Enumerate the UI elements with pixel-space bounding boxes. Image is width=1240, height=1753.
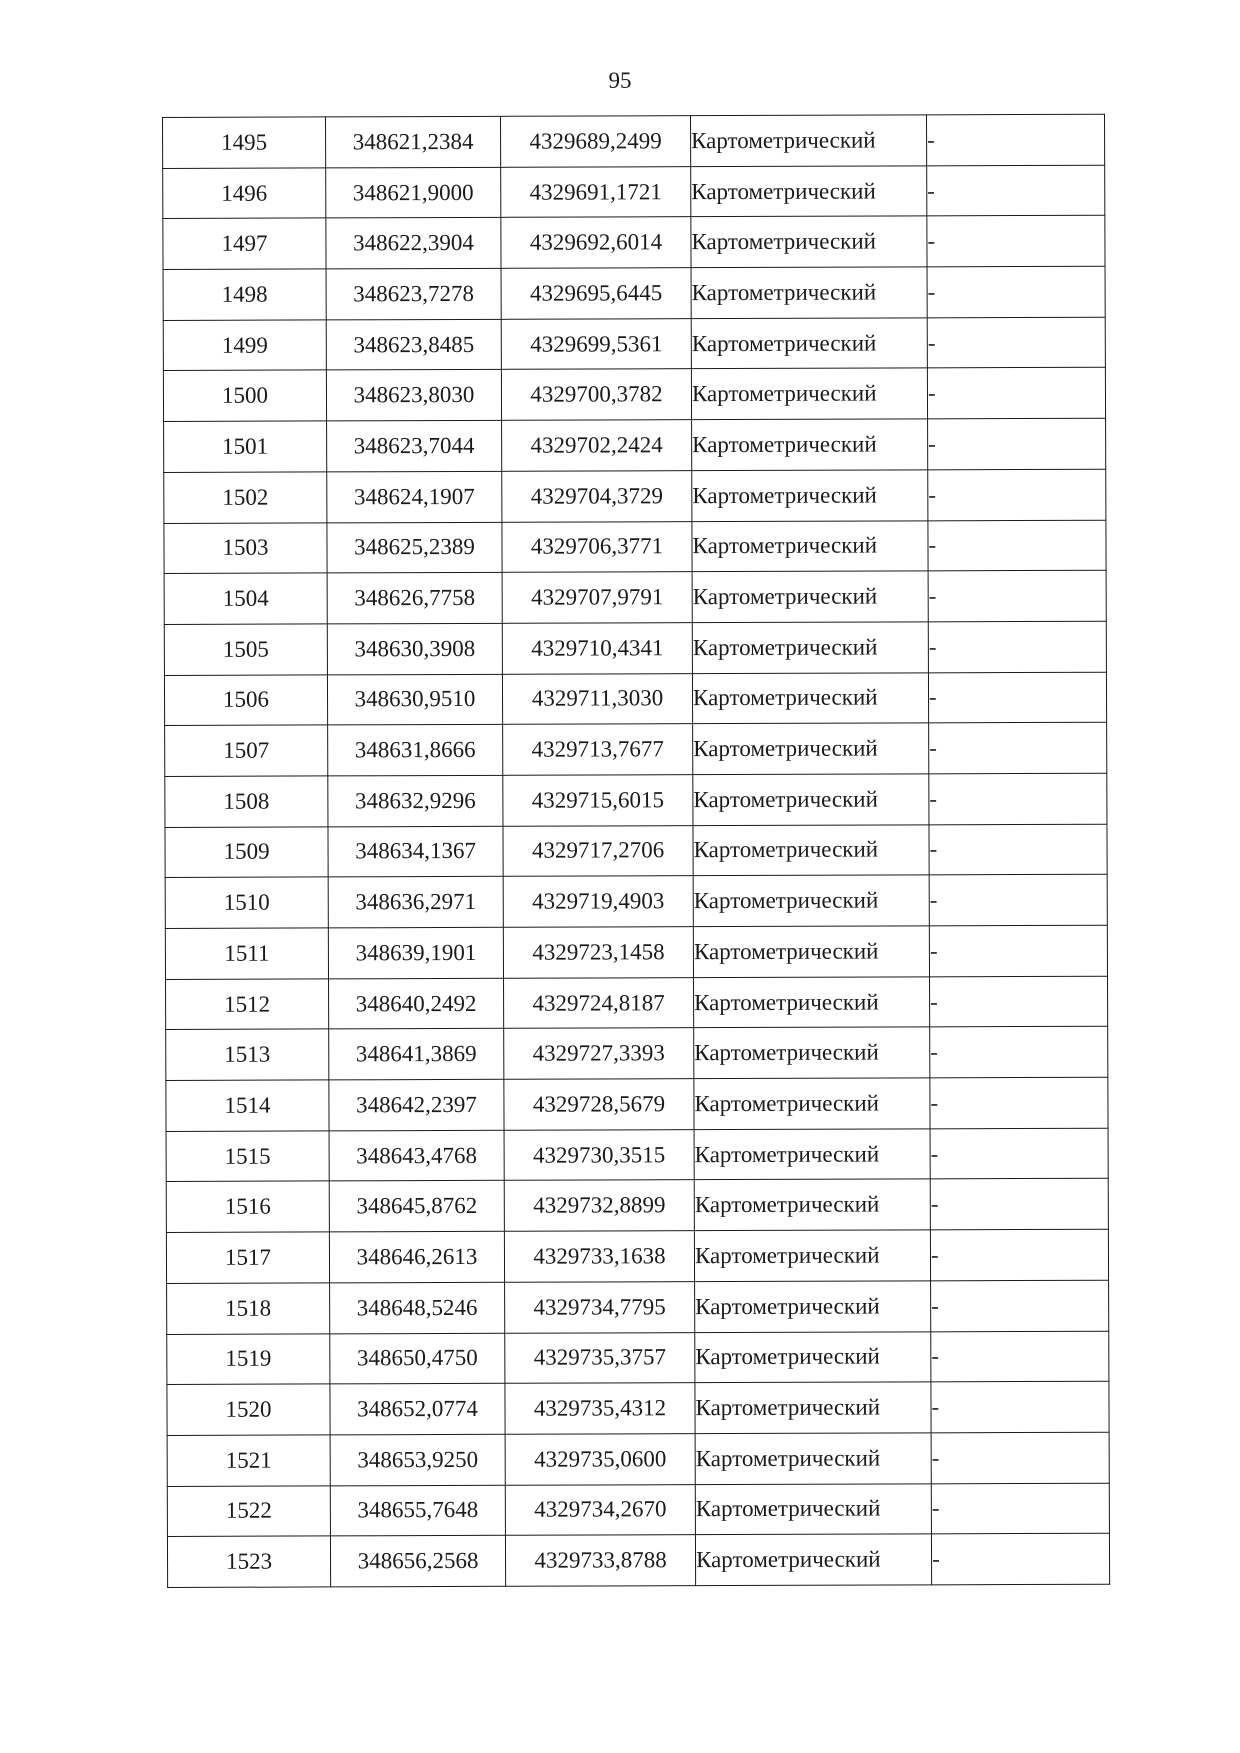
note-cell: - xyxy=(929,722,1107,773)
note-cell: - xyxy=(930,976,1108,1027)
x-coordinate-cell: 348632,9296 xyxy=(328,775,503,826)
x-coordinate-cell: 348641,3869 xyxy=(329,1029,504,1080)
table-row xyxy=(165,925,1107,979)
y-coordinate-cell: 4329710,4341 xyxy=(502,623,692,674)
x-coordinate-cell: 348636,2971 xyxy=(328,877,503,928)
point-number-cell: 1518 xyxy=(167,1283,330,1334)
table-row xyxy=(166,1179,1108,1233)
method-cell: Картометрический xyxy=(691,368,927,420)
point-number-cell: 1505 xyxy=(164,624,327,675)
x-coordinate-cell: 348646,2613 xyxy=(329,1231,504,1282)
point-number-cell: 1506 xyxy=(164,674,327,725)
note-cell: - xyxy=(929,773,1107,824)
method-cell: Картометрический xyxy=(691,267,927,319)
point-number-cell: 1500 xyxy=(163,370,326,421)
table-row xyxy=(165,824,1107,878)
note-cell: - xyxy=(926,114,1104,165)
table-row xyxy=(165,875,1107,929)
x-coordinate-cell: 348623,7278 xyxy=(326,268,501,319)
method-cell: Картометрический xyxy=(690,115,926,167)
table-row xyxy=(164,520,1106,574)
x-coordinate-cell: 348625,2389 xyxy=(327,522,502,573)
y-coordinate-cell: 4329735,4312 xyxy=(505,1383,695,1434)
table-row xyxy=(165,773,1107,827)
point-number-cell: 1514 xyxy=(166,1080,329,1131)
x-coordinate-cell: 348653,9250 xyxy=(330,1434,505,1485)
x-coordinate-cell: 348621,2384 xyxy=(326,116,501,167)
y-coordinate-cell: 4329735,0600 xyxy=(505,1434,695,1485)
y-coordinate-cell: 4329702,2424 xyxy=(502,420,692,471)
y-coordinate-cell: 4329692,6014 xyxy=(501,217,691,268)
x-coordinate-cell: 348634,1367 xyxy=(328,826,503,877)
point-number-cell: 1507 xyxy=(165,725,328,776)
y-coordinate-cell: 4329734,7795 xyxy=(505,1281,695,1332)
method-cell: Картометрический xyxy=(694,977,930,1029)
method-cell: Картометрический xyxy=(692,520,928,572)
x-coordinate-cell: 348630,3908 xyxy=(327,623,502,674)
table-row xyxy=(163,216,1105,270)
note-cell: - xyxy=(928,469,1106,520)
table-row xyxy=(163,317,1105,371)
method-cell: Картометрический xyxy=(694,1078,930,1130)
table-row xyxy=(164,672,1106,726)
note-cell: - xyxy=(930,1128,1108,1179)
y-coordinate-cell: 4329732,8899 xyxy=(504,1180,694,1231)
table-row xyxy=(167,1483,1109,1537)
note-cell: - xyxy=(928,418,1106,469)
note-cell: - xyxy=(929,824,1107,875)
point-number-cell: 1497 xyxy=(163,218,326,269)
table-row xyxy=(163,165,1105,219)
method-cell: Картометрический xyxy=(695,1281,931,1333)
method-cell: Картометрический xyxy=(693,926,929,978)
table-row xyxy=(167,1331,1109,1385)
table-row xyxy=(166,1128,1108,1182)
x-coordinate-cell: 348630,9510 xyxy=(327,674,502,725)
y-coordinate-cell: 4329733,8788 xyxy=(505,1535,695,1586)
y-coordinate-cell: 4329695,6445 xyxy=(501,268,691,319)
note-cell: - xyxy=(927,165,1105,216)
method-cell: Картометрический xyxy=(691,166,927,218)
method-cell: Картометрический xyxy=(695,1382,931,1434)
note-cell: - xyxy=(927,368,1105,419)
point-number-cell: 1521 xyxy=(167,1435,330,1486)
method-cell: Картометрический xyxy=(695,1331,931,1383)
table-row xyxy=(167,1432,1109,1486)
point-number-cell: 1502 xyxy=(164,472,327,523)
note-cell: - xyxy=(931,1432,1109,1483)
point-number-cell: 1522 xyxy=(167,1485,330,1536)
note-cell: - xyxy=(930,1077,1108,1128)
table-row xyxy=(164,469,1106,523)
x-coordinate-cell: 348624,1907 xyxy=(327,471,502,522)
y-coordinate-cell: 4329706,3771 xyxy=(502,521,692,572)
x-coordinate-cell: 348640,2492 xyxy=(329,978,504,1029)
method-cell: Картометрический xyxy=(692,571,928,623)
y-coordinate-cell: 4329699,5361 xyxy=(501,318,691,369)
y-coordinate-cell: 4329711,3030 xyxy=(502,673,692,724)
coordinates-table xyxy=(162,114,1110,1588)
note-cell: - xyxy=(930,1229,1108,1280)
page-number-text: 95 xyxy=(608,68,632,93)
x-coordinate-cell: 348621,9000 xyxy=(326,167,501,218)
coordinates-table-body xyxy=(163,114,1110,1587)
x-coordinate-cell: 348650,4750 xyxy=(330,1333,505,1384)
y-coordinate-cell: 4329715,6015 xyxy=(503,775,693,826)
x-coordinate-cell: 348623,7044 xyxy=(327,420,502,471)
note-cell: - xyxy=(927,317,1105,368)
point-number-cell: 1510 xyxy=(165,877,328,928)
table-row xyxy=(167,1533,1109,1587)
table-row xyxy=(167,1381,1109,1435)
method-cell: Картометрический xyxy=(692,419,928,471)
x-coordinate-cell: 348652,0774 xyxy=(330,1383,505,1434)
table-row xyxy=(167,1280,1109,1334)
method-cell: Картометрический xyxy=(694,1179,930,1231)
method-cell: Картометрический xyxy=(695,1534,931,1586)
y-coordinate-cell: 4329734,2670 xyxy=(505,1484,695,1535)
y-coordinate-cell: 4329728,5679 xyxy=(504,1079,694,1130)
note-cell: - xyxy=(930,1179,1108,1230)
y-coordinate-cell: 4329717,2706 xyxy=(503,825,693,876)
note-cell: - xyxy=(928,621,1106,672)
point-number-cell: 1523 xyxy=(167,1536,330,1587)
x-coordinate-cell: 348622,3904 xyxy=(326,218,501,269)
page-number xyxy=(0,68,1240,94)
point-number-cell: 1515 xyxy=(166,1131,329,1182)
note-cell: - xyxy=(931,1533,1109,1584)
table-row xyxy=(164,418,1106,472)
note-cell: - xyxy=(927,266,1105,317)
point-number-cell: 1511 xyxy=(165,928,328,979)
y-coordinate-cell: 4329735,3757 xyxy=(505,1332,695,1383)
x-coordinate-cell: 348639,1901 xyxy=(328,927,503,978)
table-row xyxy=(166,1077,1108,1131)
x-coordinate-cell: 348642,2397 xyxy=(329,1079,504,1130)
x-coordinate-cell: 348626,7758 xyxy=(327,573,502,624)
point-number-cell: 1495 xyxy=(163,117,326,168)
y-coordinate-cell: 4329707,9791 xyxy=(502,572,692,623)
note-cell: - xyxy=(930,1027,1108,1078)
x-coordinate-cell: 348623,8030 xyxy=(326,370,501,421)
point-number-cell: 1513 xyxy=(166,1029,329,1080)
x-coordinate-cell: 348645,8762 xyxy=(329,1181,504,1232)
table-row xyxy=(163,266,1105,320)
method-cell: Картометрический xyxy=(694,1129,930,1181)
point-number-cell: 1516 xyxy=(166,1181,329,1232)
note-cell: - xyxy=(928,672,1106,723)
x-coordinate-cell: 348623,8485 xyxy=(326,319,501,370)
note-cell: - xyxy=(931,1381,1109,1432)
point-number-cell: 1519 xyxy=(167,1333,330,1384)
method-cell: Картометрический xyxy=(692,622,928,674)
note-cell: - xyxy=(928,520,1106,571)
y-coordinate-cell: 4329713,7677 xyxy=(503,724,693,775)
note-cell: - xyxy=(929,875,1107,926)
point-number-cell: 1496 xyxy=(163,168,326,219)
table-row xyxy=(164,621,1106,675)
method-cell: Картометрический xyxy=(693,824,929,876)
note-cell: - xyxy=(927,216,1105,267)
y-coordinate-cell: 4329724,8187 xyxy=(504,977,694,1028)
table-row xyxy=(166,1027,1108,1081)
point-number-cell: 1520 xyxy=(167,1384,330,1435)
x-coordinate-cell: 348656,2568 xyxy=(330,1536,505,1587)
table-row xyxy=(163,114,1105,168)
y-coordinate-cell: 4329727,3393 xyxy=(504,1028,694,1079)
point-number-cell: 1509 xyxy=(165,827,328,878)
method-cell: Картометрический xyxy=(693,723,929,775)
y-coordinate-cell: 4329733,1638 xyxy=(504,1231,694,1282)
x-coordinate-cell: 348643,4768 xyxy=(329,1130,504,1181)
y-coordinate-cell: 4329730,3515 xyxy=(504,1129,694,1180)
note-cell: - xyxy=(931,1483,1109,1534)
point-number-cell: 1498 xyxy=(163,269,326,320)
y-coordinate-cell: 4329723,1458 xyxy=(503,927,693,978)
y-coordinate-cell: 4329700,3782 xyxy=(501,369,691,420)
table-row xyxy=(164,570,1106,624)
note-cell: - xyxy=(928,570,1106,621)
point-number-cell: 1517 xyxy=(166,1232,329,1283)
point-number-cell: 1512 xyxy=(166,979,329,1030)
method-cell: Картометрический xyxy=(691,216,927,268)
method-cell: Картометрический xyxy=(693,774,929,826)
y-coordinate-cell: 4329691,1721 xyxy=(501,166,691,217)
table-row xyxy=(165,722,1107,776)
method-cell: Картометрический xyxy=(691,318,927,370)
method-cell: Картометрический xyxy=(695,1433,931,1485)
y-coordinate-cell: 4329704,3729 xyxy=(502,470,692,521)
method-cell: Картометрический xyxy=(694,1230,930,1282)
y-coordinate-cell: 4329689,2499 xyxy=(500,116,690,167)
method-cell: Картометрический xyxy=(694,1027,930,1079)
note-cell: - xyxy=(931,1331,1109,1382)
table-row xyxy=(166,1229,1108,1283)
note-cell: - xyxy=(931,1280,1109,1331)
method-cell: Картометрический xyxy=(692,470,928,522)
point-number-cell: 1499 xyxy=(163,320,326,371)
x-coordinate-cell: 348648,5246 xyxy=(330,1282,505,1333)
y-coordinate-cell: 4329719,4903 xyxy=(503,876,693,927)
point-number-cell: 1508 xyxy=(165,776,328,827)
point-number-cell: 1503 xyxy=(164,522,327,573)
note-cell: - xyxy=(929,925,1107,976)
table-row xyxy=(166,976,1108,1030)
method-cell: Картометрический xyxy=(693,875,929,927)
method-cell: Картометрический xyxy=(695,1483,931,1535)
point-number-cell: 1504 xyxy=(164,573,327,624)
x-coordinate-cell: 348655,7648 xyxy=(330,1485,505,1536)
point-number-cell: 1501 xyxy=(164,421,327,472)
x-coordinate-cell: 348631,8666 xyxy=(328,725,503,776)
table-row xyxy=(163,368,1105,422)
method-cell: Картометрический xyxy=(692,672,928,724)
